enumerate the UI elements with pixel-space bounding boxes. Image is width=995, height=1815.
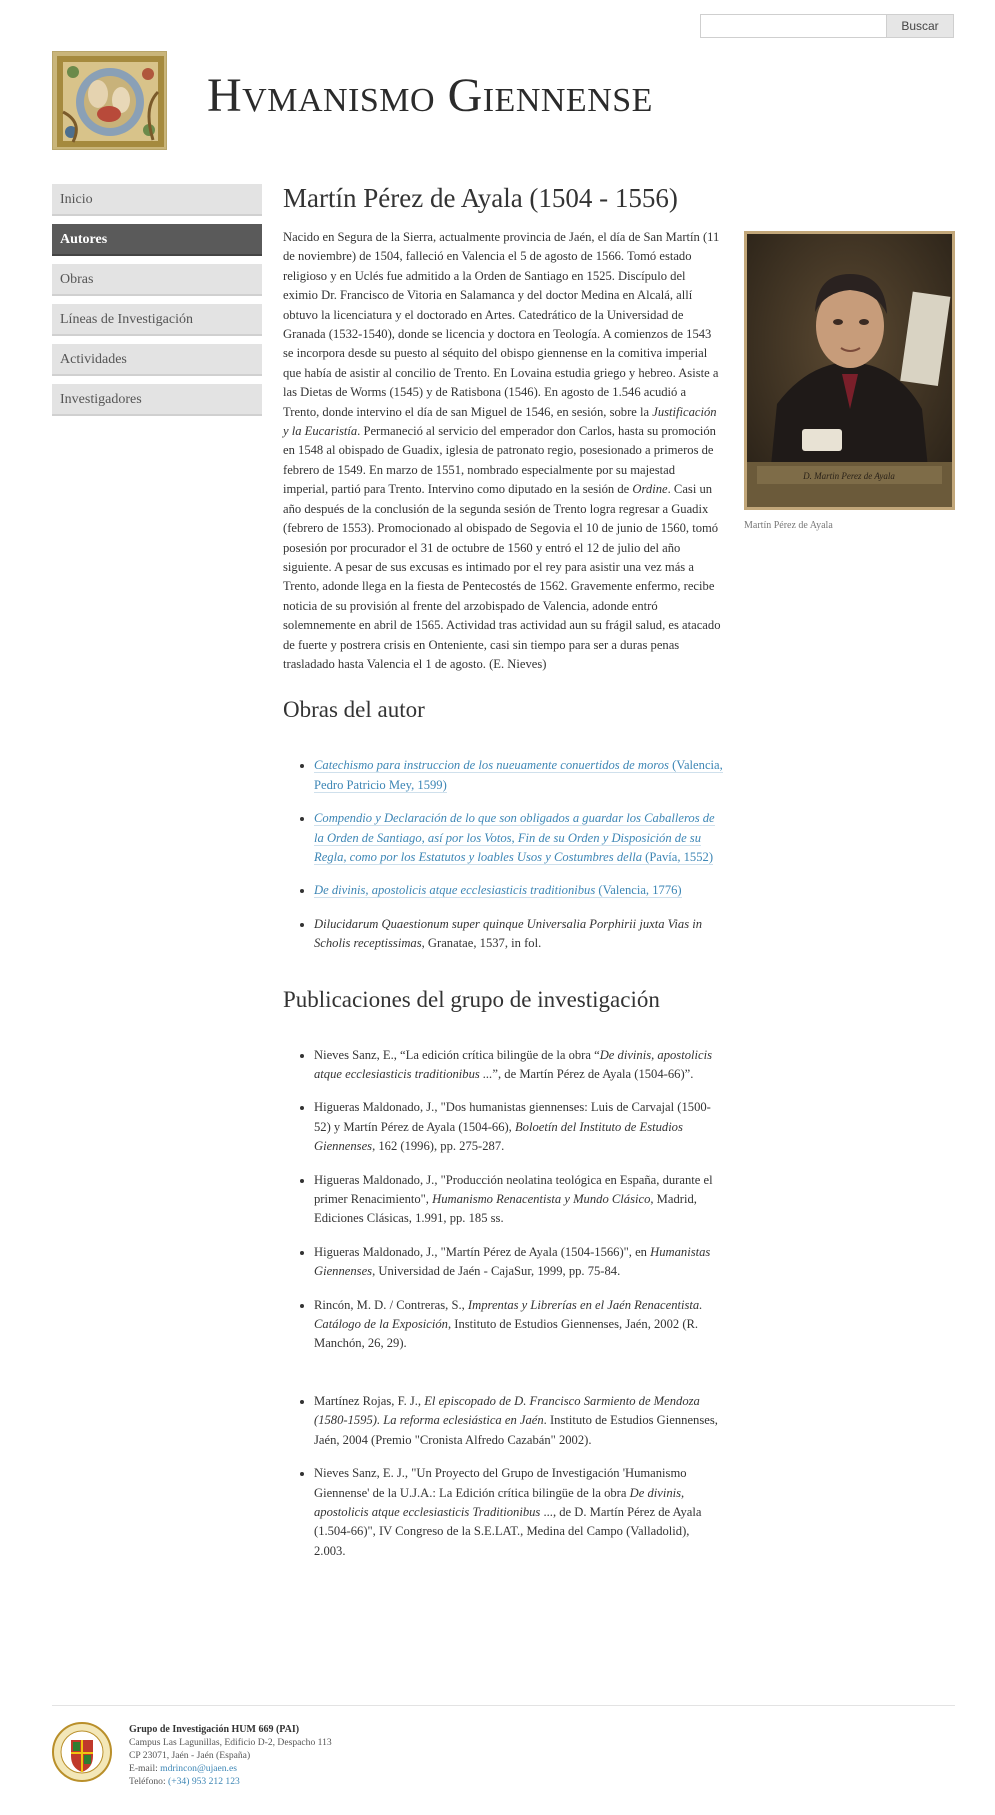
works-heading: Obras del autor — [283, 697, 425, 723]
work-detail: (Pavía, 1552) — [642, 849, 714, 864]
main-nav — [52, 184, 262, 424]
bio-text-2: . Permaneció al servicio del emperador don Carlos, hasta su promoción en 1548 al obispado de Guadix, iglesia de patronato regio, posesionado a primeros de febrero de 1549. En marzo de 1551, nombrado especialmente por su majestad imperial, partió para Trento. Intervino como diputado en la sesión de — [283, 424, 716, 497]
bio-text-1: Nacido en Segura de la Sierra, actualmente provincia de Jaén, el día de San Martín (11 de noviembre) de 1504, falleció en Valencia el 5 de agosto de 1566. Tomó estado religioso y en Uclés fue admitido a la Orden de Santiago en 1525. Discípulo del eximio Dr. Francisco de Vitoria en Salamanca y del doctor Medina en Alcalá, allí obtuvo la licenciatura y el doctorado en Artes. Catedrático de la Universidad de Granada (1532-1540), donde se licencia y doctora en Teología. A comienzos de 1543 se incorpora desde su puesto al séquito del obispo giennense en la comitiva imperial que había de asistir al concilio de Trento. En Lovaina estudia griego y hebreo. Asiste a las Dietas de Worms (1545) y de Ratisbona (1546). En agosto de 1.546 acudió a Trento, donde intervino el día de san Miguel de 1546, en sesión, sobre la — [283, 230, 720, 419]
main-content — [283, 178, 723, 1575]
work-title: Compendio y Declaración de lo que son obligados a guardar los Caballeros de la Orden de Santiago, así por los Votos, Fin de su Orden y Disposición de su Regla, como por los Estatutos y loables Usos y Costumbres della — [314, 811, 715, 864]
pub-text: , Universidad de Jaén - CajaSur, 1999, pp. 75-84. — [372, 1264, 621, 1279]
pub-text: . Instituto de Estudios Giennenses, Jaén, 2004 (Premio "Cronista Alfredo Cazabán" 2002). — [314, 1413, 718, 1447]
pub-text: Nieves Sanz, E. J., "Un Proyecto del Grupo de Investigación 'Humanismo Giennense' de la U.J.A.: La Edición crítica bilingüe de la obra — [314, 1466, 687, 1500]
bio-italic-2: Ordine — [632, 482, 668, 497]
portrait-caption: Martín Pérez de Ayala — [744, 520, 833, 531]
footer-address-line2: CP 23071, Jaén - Jaén (España) — [129, 1750, 251, 1761]
work-link[interactable] — [314, 883, 682, 898]
search-form — [700, 14, 954, 38]
publication-item — [314, 1098, 723, 1156]
work-item — [314, 756, 723, 795]
pub-text: Nieves Sanz, E., “La edición crítica bilingüe de la obra “ — [314, 1047, 600, 1062]
nav-item-investigadores[interactable]: Investigadores — [52, 384, 262, 416]
work-item — [314, 881, 723, 900]
pub-text: Rincón, M. D. / Contreras, S., — [314, 1297, 468, 1312]
footer-address-line1: Campus Las Lagunillas, Edificio D-2, Despacho 113 — [129, 1737, 332, 1748]
pub-italic: El episcopado de D. Francisco Sarmiento de Mendoza (1580-1595). La reforma eclesiástica en Jaén — [314, 1393, 700, 1428]
publications-list — [283, 1046, 723, 1562]
publication-item — [314, 1392, 723, 1450]
pub-italic: Humanistas Giennenses — [314, 1244, 711, 1279]
pub-text: Higueras Maldonado, J., "Martín Pérez de Ayala (1504-1566)", en — [314, 1244, 651, 1259]
work-item — [314, 915, 723, 954]
pub-italic: Imprentas y Librerías en el Jaén Renacentista. Catálogo de la Exposición — [314, 1297, 703, 1332]
work-link[interactable] — [314, 811, 715, 865]
university-seal-icon — [52, 1722, 112, 1782]
work-detail: , Granatae, 1537, in fol. — [421, 936, 542, 951]
pub-italic: Boloetín del Instituto de Estudios Giennenses — [314, 1119, 683, 1154]
footer-email-row — [129, 1762, 332, 1775]
pub-italic: Humanismo Renacentista y Mundo Clásico — [432, 1192, 651, 1207]
work-link[interactable] — [314, 758, 723, 792]
work-title: Catechismo para instruccion de los nueuamente conuertidos de moros — [314, 758, 669, 773]
portrait-inscription: D. Martin Perez de Ayala — [803, 471, 895, 481]
pub-italic: De divinis, apostolicis atque ecclesiasticis Traditionibus — [314, 1485, 685, 1519]
work-detail: (Valencia, 1776) — [595, 883, 682, 898]
search-button[interactable]: Buscar — [887, 14, 954, 38]
pub-text: ”, de Martín Pérez de Ayala (1504-66)”. — [492, 1067, 694, 1081]
work-title: De divinis, apostolicis atque ecclesiasticis traditionibus — [314, 883, 596, 898]
work-detail: (Valencia, Pedro Patricio Mey, 1599) — [314, 758, 723, 792]
publication-item — [314, 1296, 723, 1354]
footer-phone-label: Teléfono: — [129, 1776, 169, 1787]
nav-item-inicio[interactable]: Inicio — [52, 184, 262, 216]
author-biography — [283, 228, 723, 674]
pub-text: , 162 (1996), pp. 275-287. — [372, 1139, 505, 1154]
pub-text: Martínez Rojas, F. J., — [314, 1393, 425, 1408]
footer-email-label: E-mail: — [129, 1763, 161, 1774]
pub-text: Higueras Maldonado, J., "Producción neolatina teológica en España, durante el primer Renacimiento", — [314, 1172, 713, 1207]
nav-item-actividades[interactable]: Actividades — [52, 344, 262, 376]
bio-text-3: . Casi un año después de la conclusión de la segunda sesión de Trento logra regresar a Guadix (febrero de 1553). Promocionado al obispado de Segovia el 10 de junio de 1560, tomó posesión por procurador el 31 de octubre de 1560 y entró el 12 de julio del año siguiente. A pesar de sus excusas es intimado por el rey para asistir una vez más a Trento, adonde llega en la fiesta de Pentecostés de 1562. Gravemente enfermo, recibe noticia de su provisión al frente del arzobispado de Valencia, adonde entró solemnemente en abril de 1565. Actividad tras actividad aun su frágil salud, es atacado de fuerte y postrera crisis en Onteniente, casi sin tiempo para ser a duras penas trasladado hasta Valencia el 1 de agosto. (E. Nieves) — [283, 482, 721, 671]
author-portrait — [744, 231, 955, 510]
footer-divider — [52, 1705, 955, 1706]
publication-item — [314, 1171, 723, 1229]
publication-item — [314, 1243, 723, 1282]
site-logo[interactable] — [52, 51, 167, 150]
footer-org-name: Grupo de Investigación HUM 669 (PAI) — [129, 1724, 300, 1735]
footer-email-link[interactable]: mdrincon@ujaen.es — [160, 1763, 237, 1774]
nav-item-autores[interactable]: Autores — [52, 224, 262, 256]
footer-phone-link[interactable]: (+34) 953 212 123 — [168, 1776, 240, 1787]
site-title[interactable]: Hvmanismo Giennense — [207, 69, 653, 122]
pub-italic: De divinis, apostolicis atque ecclesiasticis traditionibus ... — [314, 1047, 712, 1081]
nav-item-lineas[interactable]: Líneas de Investigación — [52, 304, 262, 336]
search-input[interactable] — [700, 14, 887, 38]
pub-text: Higueras Maldonado, J., "Dos humanistas giennenses: Luis de Carvajal (1500-52) y Martín Pérez de Ayala (1504-66), — [314, 1100, 711, 1134]
pub-text: ..., de D. Martín Pérez de Ayala (1.504-66)", IV Congreso de la S.E.LAT., Medina del Campo (Valladolid), 2.003. — [314, 1504, 702, 1558]
publications-heading: Publicaciones del grupo de investigación — [283, 986, 660, 1012]
pub-text: , Madrid, Ediciones Clásicas, 1.991, pp. 185 ss. — [314, 1192, 697, 1226]
page-title: Martín Pérez de Ayala (1504 - 1556) — [283, 183, 678, 213]
footer-phone-row — [129, 1775, 332, 1788]
pub-text: , Instituto de Estudios Giennenses, Jaén, 2002 (R. Manchón, 26, 29). — [314, 1317, 699, 1351]
works-list — [283, 756, 723, 953]
footer-contact — [129, 1723, 332, 1788]
work-title: Dilucidarum Quaestionum super quinque Universalia Porphirii juxta Vias in Scholis receptissimas — [314, 916, 703, 951]
publication-item — [314, 1046, 723, 1085]
work-item — [314, 809, 723, 867]
bio-italic-1: Justificación y la Eucaristía — [283, 404, 717, 439]
nav-item-obras[interactable]: Obras — [52, 264, 262, 296]
publication-item — [314, 1464, 723, 1561]
